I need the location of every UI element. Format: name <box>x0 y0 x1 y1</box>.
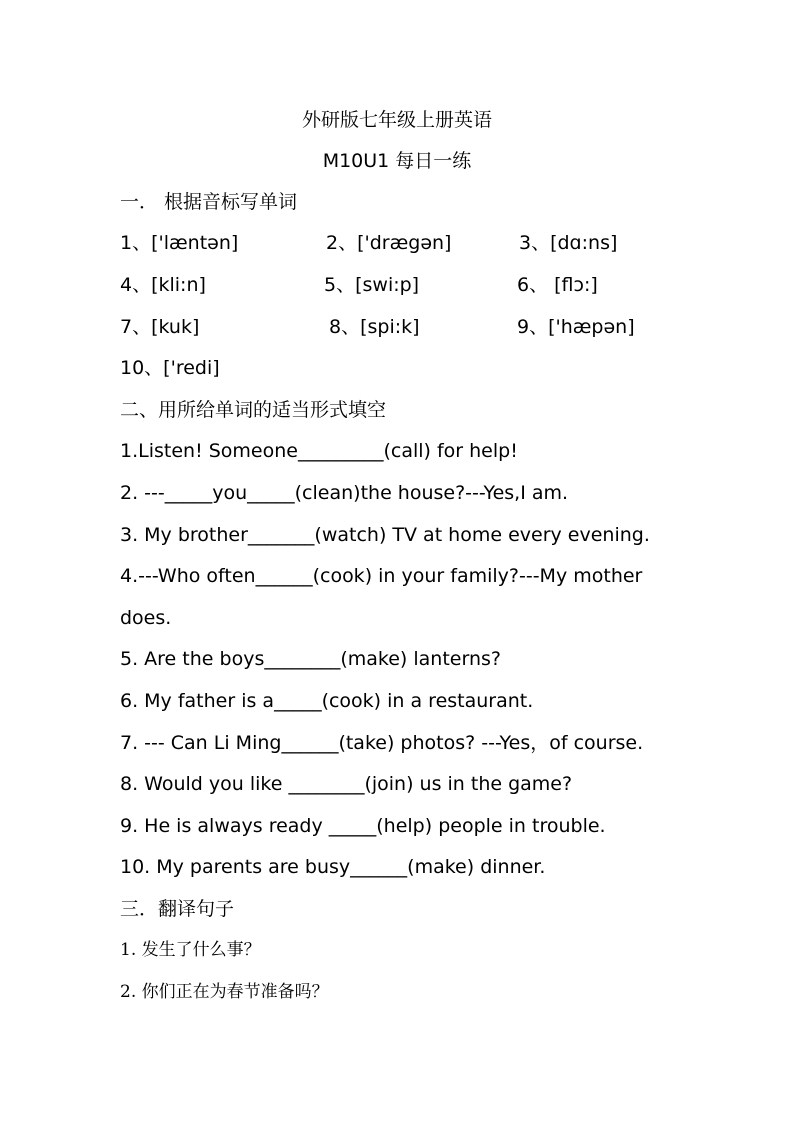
title-line2: M10U1 每日一练 <box>322 150 472 172</box>
exercise-line: 1.Listen! Someone_________(call) for help! <box>120 440 518 462</box>
exercise-line: 10. My parents are busy______(make) dinner. <box>120 856 546 878</box>
title-line1: 外研版七年级上册英语 <box>301 109 492 131</box>
phonetic-item: 7、[kuk] <box>120 316 200 338</box>
phonetic-item: 9、['hæpən] <box>517 316 635 338</box>
exercise-line: 8. Would you like ________(join) us in the game? <box>120 773 573 795</box>
exercise-line: does. <box>120 607 172 629</box>
exercise-line: 9. He is always ready _____(help) people in trouble. <box>120 815 606 837</box>
exercise-line: 7. --- Can Li Ming______(take) photos? ---Yes，of course. <box>120 732 644 754</box>
translation-item: 1. 发生了什么事？ <box>120 940 261 960</box>
exercise-line: 3. My brother_______(watch) TV at home every evening. <box>120 524 650 546</box>
phonetic-item: 10、['redi] <box>120 357 220 379</box>
exercise-line: 5. Are the boys________(make) lanterns? <box>120 648 501 670</box>
phonetic-item: 8、[spi:k] <box>329 316 420 338</box>
exercise-line: 6. My father is a_____(cook) in a restaurant. <box>120 690 534 712</box>
phonetic-item: 4、[kli:n] <box>120 274 206 296</box>
phonetic-item: 5、[swi:p] <box>324 274 420 296</box>
phonetic-item: 2、['drægən] <box>326 232 452 254</box>
exercise-line: 2. ---_____you_____(clean)the house?---Yes,I am. <box>120 482 569 504</box>
exercise-line: 4.---Who often______(cook) in your family?---My mother <box>120 565 643 587</box>
translation-item: 2. 你们正在为春节准备吗？ <box>120 982 329 1002</box>
section3-heading: 三．翻译句子 <box>120 898 235 920</box>
phonetic-item: 3、[dɑ:ns] <box>519 232 618 254</box>
phonetic-item: 6、 [flɔ:] <box>517 274 598 296</box>
phonetic-item: 1、['læntən] <box>120 232 239 254</box>
section2-heading: 二、用所给单词的适当形式填空 <box>120 399 387 421</box>
section1-heading: 一． 根据音标写单词 <box>120 191 298 213</box>
